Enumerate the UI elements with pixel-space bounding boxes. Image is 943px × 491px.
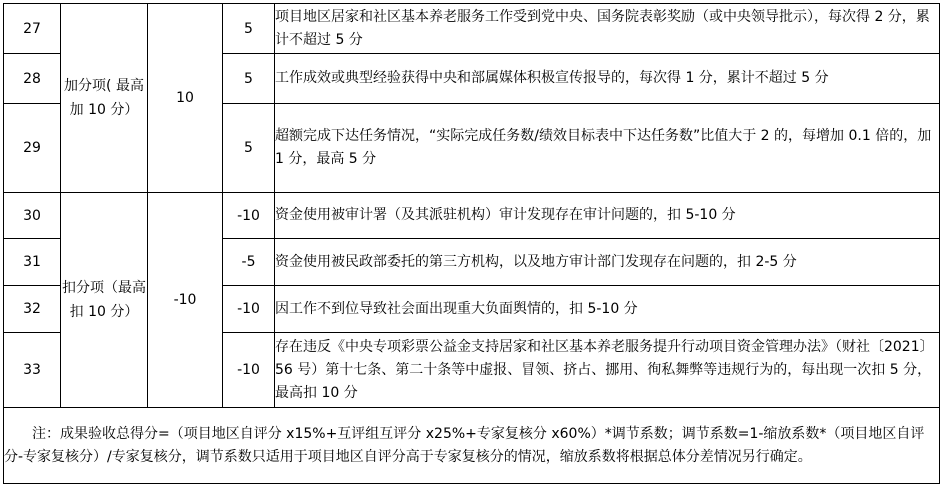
row-description: 超额完成下达任务情况，“实际完成任务数/绩效目标表中下达任务数”比值大于 2 的，每增加 0.1 倍的，加 1 分，最高 5 分 (275, 104, 940, 193)
row-points: 5 (223, 104, 275, 193)
table-row (4, 4, 940, 54)
row-description: 资金使用被民政部委托的第三方机构，以及地方审计部门发现存在问题的，扣 2-5 分 (275, 239, 940, 286)
row-description: 资金使用被审计署（及其派驻机构）审计发现存在审计问题的，扣 5-10 分 (275, 193, 940, 239)
row-number: 30 (4, 193, 61, 239)
row-number: 29 (4, 104, 61, 193)
row-description: 项目地区居家和社区基本养老服务工作受到党中央、国务院表彰奖励（或中央领导批示），每次得 2 分，累计不超过 5 分 (275, 4, 940, 54)
bonus-cap: 10 (148, 4, 223, 193)
penalty-cap: -10 (148, 193, 223, 408)
row-number: 32 (4, 286, 61, 333)
bonus-category: 加分项( 最高加 10 分） (61, 4, 148, 193)
row-number: 27 (4, 4, 61, 54)
row-points: 5 (223, 4, 275, 54)
row-number: 31 (4, 239, 61, 286)
row-number: 33 (4, 333, 61, 408)
row-number: 28 (4, 54, 61, 104)
row-description: 存在违反《中央专项彩票公益金支持居家和社区基本养老服务提升行动项目资金管理办法》（财社〔2021〕56 号）第十七条、第二十条等中虚报、冒领、挤占、挪用、徇私舞弊等违规行为的，每出现一次扣 5 分，最高扣 10 分 (275, 333, 940, 408)
row-points: -5 (223, 239, 275, 286)
table-row (4, 193, 940, 239)
row-points: -10 (223, 333, 275, 408)
row-description: 工作成效或典型经验获得中央和部属媒体积极宣传报导的，每次得 1 分，累计不超过 5 分 (275, 54, 940, 104)
row-points: -10 (223, 286, 275, 333)
penalty-category: 扣分项（最高扣 10 分） (61, 193, 148, 408)
footnote: 注：成果验收总得分=（项目地区自评分 x15%+互评组互评分 x25%+专家复核分 x60%）*调节系数；调节系数=1-缩放系数*（项目地区自评分-专家复核分）/专家复核分，调节系数只适用于项目地区自评分高于专家复核分的情况，缩放系数将根据总体分差情况另行确定。 (4, 408, 940, 484)
row-points: -10 (223, 193, 275, 239)
row-points: 5 (223, 54, 275, 104)
table-row (4, 408, 940, 484)
row-description: 因工作不到位导致社会面出现重大负面舆情的，扣 5-10 分 (275, 286, 940, 333)
scoring-table (3, 3, 940, 484)
